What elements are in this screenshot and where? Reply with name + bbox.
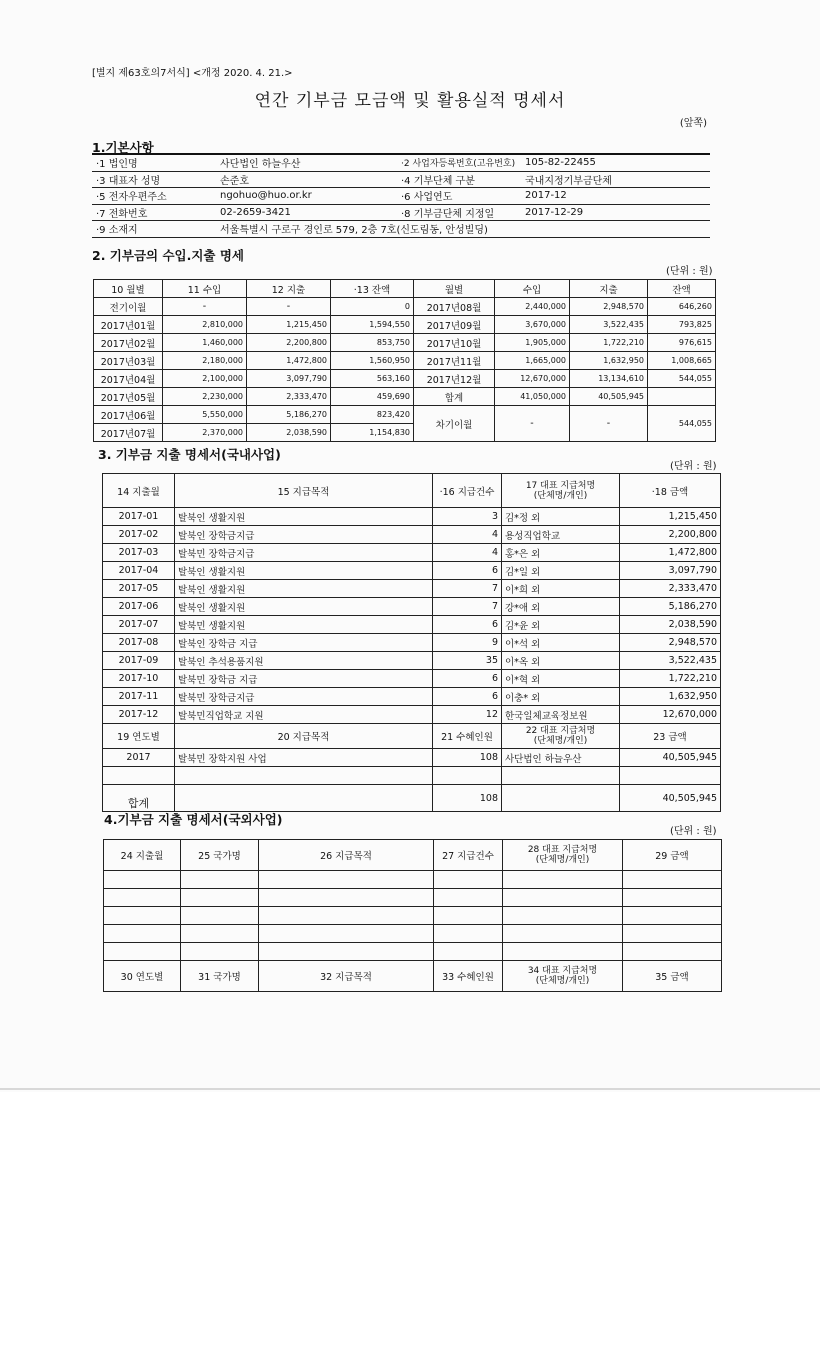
- expense-cell: 13,134,610: [570, 370, 648, 388]
- empty-cell: [623, 889, 722, 907]
- income-cell: 2,810,000: [163, 316, 247, 334]
- header-summary-recipient: [502, 724, 620, 749]
- count-cell: 6: [433, 670, 502, 688]
- month-cell: 2017년07월: [94, 424, 163, 442]
- expense-month-cell: 2017-10: [103, 670, 175, 688]
- balance-cell: 823,420: [331, 406, 414, 424]
- empty-cell: [104, 889, 181, 907]
- header-summary-purpose: 20 지급목적: [175, 724, 433, 749]
- header-count: ·16 지급건수: [433, 474, 502, 508]
- empty-cell: [434, 871, 503, 889]
- amount-cell: 1,722,210: [620, 670, 721, 688]
- recipient-cell: 홍*은 외: [502, 544, 620, 562]
- income-cell: 2,180,000: [163, 352, 247, 370]
- amount-cell: 3,097,790: [620, 562, 721, 580]
- header-os-country2: 31 국가명: [181, 961, 259, 992]
- expense-cell: 3,097,790: [247, 370, 331, 388]
- recipient-cell: 강*애 외: [502, 598, 620, 616]
- header-os-recipient-line1: 28 대표 지급처명: [527, 845, 598, 855]
- count-cell: 6: [433, 562, 502, 580]
- value-company-name: 사단법인 하늘우산: [217, 154, 397, 171]
- income-cell: 3,670,000: [495, 316, 570, 334]
- domestic-row: [103, 580, 721, 598]
- overseas-empty-row: [104, 889, 722, 907]
- empty-cell: [503, 907, 623, 925]
- expense-cell: 1,215,450: [247, 316, 331, 334]
- label-designation-date: ·8 기부금단체 지정일: [397, 204, 522, 221]
- balance-cell: 544,055: [648, 370, 716, 388]
- expense-cell: 2,038,590: [247, 424, 331, 442]
- basic-row: [92, 154, 710, 171]
- balance-cell: 459,690: [331, 388, 414, 406]
- purpose-cell: 탈북인 장학금지급: [175, 526, 433, 544]
- count-cell: 35: [433, 652, 502, 670]
- value-email: ngohuo@huo.or.kr: [217, 188, 397, 205]
- header-os-country: 25 국가명: [181, 840, 259, 871]
- empty-cell: [502, 785, 620, 812]
- total-beneficiaries-cell: 108: [433, 785, 502, 812]
- empty-cell: [103, 767, 175, 785]
- recipient-cell: 이*희 외: [502, 580, 620, 598]
- domestic-row: [103, 526, 721, 544]
- beneficiaries-cell: 108: [433, 749, 502, 767]
- balance-cell: 1,008,665: [648, 352, 716, 370]
- header-os-beneficiaries: 33 수혜인원: [434, 961, 503, 992]
- carry-balance-cell: 544,055: [648, 406, 716, 442]
- header-summary-recipient-line1: 22 대표 지급처명: [525, 726, 596, 736]
- month-cell: 2017년10월: [414, 334, 495, 352]
- empty-cell: [104, 907, 181, 925]
- income-row: [94, 298, 716, 316]
- count-cell: 7: [433, 580, 502, 598]
- empty-cell: [623, 907, 722, 925]
- overseas-unit: (단위 : 원): [670, 826, 717, 837]
- section-income-title: 2. 기부금의 수입.지출 명세: [92, 248, 245, 263]
- count-cell: 4: [433, 526, 502, 544]
- month-cell: 2017년06월: [94, 406, 163, 424]
- income-cell: 2,440,000: [495, 298, 570, 316]
- income-cell: 1,665,000: [495, 352, 570, 370]
- header-income-right: 수입: [495, 280, 570, 298]
- purpose-cell: 탈북민직업학교 지원: [175, 706, 433, 724]
- header-os-purpose2: 32 지급목적: [259, 961, 434, 992]
- value-org-type: 국내지정기부금단체: [522, 171, 710, 188]
- header-expense-right: 지출: [570, 280, 648, 298]
- total-amount-cell: 40,505,945: [620, 785, 721, 812]
- domestic-summary-header-row: [103, 724, 721, 749]
- expense-month-cell: 2017-03: [103, 544, 175, 562]
- balance-cell: 853,750: [331, 334, 414, 352]
- carry-label-cell: 차기이월: [414, 406, 495, 442]
- expense-cell: 40,505,945: [570, 388, 648, 406]
- expense-month-cell: 2017-08: [103, 634, 175, 652]
- income-row: [94, 370, 716, 388]
- domestic-row: [103, 706, 721, 724]
- empty-cell: [503, 889, 623, 907]
- purpose-cell: 탈북민 생활지원: [175, 616, 433, 634]
- balance-cell: [648, 388, 716, 406]
- income-row: [94, 388, 716, 406]
- value-address: 서울특별시 구로구 경인로 579, 2층 7호(신도림동, 안성빌딩): [217, 221, 710, 238]
- domestic-row: [103, 616, 721, 634]
- label-business-number: ·2 사업자등록번호(고유번호): [397, 154, 522, 171]
- empty-cell: [434, 943, 503, 961]
- expense-month-cell: 2017-11: [103, 688, 175, 706]
- amount-cell: 2,948,570: [620, 634, 721, 652]
- empty-cell: [175, 785, 433, 812]
- header-expense: 12 지출: [247, 280, 331, 298]
- header-balance-right: 잔액: [648, 280, 716, 298]
- income-row: [94, 316, 716, 334]
- basic-row: [92, 221, 710, 238]
- empty-cell: [503, 871, 623, 889]
- header-amount: ·18 금액: [620, 474, 721, 508]
- amount-cell: 2,200,800: [620, 526, 721, 544]
- label-address: ·9 소재지: [92, 221, 217, 238]
- header-os-month: 24 지출월: [104, 840, 181, 871]
- amount-cell: 2,038,590: [620, 616, 721, 634]
- amount-cell: 1,215,450: [620, 508, 721, 526]
- empty-cell: [433, 767, 502, 785]
- count-cell: 6: [433, 688, 502, 706]
- empty-cell: [623, 871, 722, 889]
- overseas-empty-row: [104, 943, 722, 961]
- label-company-name: ·1 법인명: [92, 154, 217, 171]
- recipient-cell: 김*일 외: [502, 562, 620, 580]
- purpose-cell: 탈북인 생활지원: [175, 598, 433, 616]
- domestic-row: [103, 652, 721, 670]
- expense-cell: 5,186,270: [247, 406, 331, 424]
- header-os-recipient-line2: (단체명/개인): [535, 855, 590, 865]
- domestic-expense-table: [102, 473, 721, 812]
- domestic-row: [103, 598, 721, 616]
- expense-month-cell: 2017-09: [103, 652, 175, 670]
- section-basic-title: 1.기본사항: [92, 140, 154, 155]
- balance-cell: 0: [331, 298, 414, 316]
- header-balance: ·13 잔액: [331, 280, 414, 298]
- expense-month-cell: 2017-12: [103, 706, 175, 724]
- recipient-cell: 이충* 외: [502, 688, 620, 706]
- expense-cell: 1,632,950: [570, 352, 648, 370]
- basic-row: [92, 171, 710, 188]
- overseas-header-row: [104, 840, 722, 871]
- basic-row: [92, 188, 710, 205]
- income-header-row: [94, 280, 716, 298]
- expense-month-cell: 2017-05: [103, 580, 175, 598]
- overseas-expense-table: [103, 839, 722, 992]
- domestic-summary-row: [103, 749, 721, 767]
- section-overseas-title: 4.기부금 지출 명세서(국외사업): [104, 812, 283, 827]
- empty-cell: [259, 907, 434, 925]
- recipient-cell: 김*윤 외: [502, 616, 620, 634]
- header-month: 10 월별: [94, 280, 163, 298]
- domestic-row: [103, 670, 721, 688]
- header-income: 11 수입: [163, 280, 247, 298]
- empty-cell: [502, 767, 620, 785]
- header-os-purpose: 26 지급목적: [259, 840, 434, 871]
- empty-cell: [181, 907, 259, 925]
- value-representative: 손준호: [217, 171, 397, 188]
- income-cell: -: [163, 298, 247, 316]
- expense-cell: 1,722,210: [570, 334, 648, 352]
- expense-month-cell: 2017-02: [103, 526, 175, 544]
- empty-cell: [623, 943, 722, 961]
- count-cell: 12: [433, 706, 502, 724]
- month-cell: 2017년04월: [94, 370, 163, 388]
- basic-info-table: [92, 153, 710, 238]
- amount-cell: 12,670,000: [620, 706, 721, 724]
- summary-amount-cell: 40,505,945: [620, 749, 721, 767]
- domestic-header-row: [103, 474, 721, 508]
- purpose-cell: 탈북인 생활지원: [175, 508, 433, 526]
- purpose-cell: 탈북인 생활지원: [175, 562, 433, 580]
- domestic-empty-row: [103, 767, 721, 785]
- header-expense-month: 14 지출월: [103, 474, 175, 508]
- expense-month-cell: 2017-07: [103, 616, 175, 634]
- recipient-cell: 이*옥 외: [502, 652, 620, 670]
- expense-cell: 2,333,470: [247, 388, 331, 406]
- count-cell: 7: [433, 598, 502, 616]
- income-cell: 2,100,000: [163, 370, 247, 388]
- amount-cell: 1,632,950: [620, 688, 721, 706]
- empty-cell: [503, 925, 623, 943]
- header-recipient: [502, 474, 620, 508]
- balance-cell: 793,825: [648, 316, 716, 334]
- value-business-number: 105-82-22455: [522, 154, 710, 171]
- balance-cell: 1,560,950: [331, 352, 414, 370]
- overseas-empty-row: [104, 925, 722, 943]
- balance-cell: 976,615: [648, 334, 716, 352]
- income-cell: 12,670,000: [495, 370, 570, 388]
- purpose-cell: 탈북인 장학금 지급: [175, 634, 433, 652]
- header-beneficiaries: 21 수혜인원: [433, 724, 502, 749]
- income-cell: 2,370,000: [163, 424, 247, 442]
- month-cell: 전기이월: [94, 298, 163, 316]
- total-label-cell: 합계: [103, 785, 175, 812]
- expense-month-cell: 2017-01: [103, 508, 175, 526]
- header-os-amount: 29 금액: [623, 840, 722, 871]
- recipient-cell: 이*혁 외: [502, 670, 620, 688]
- header-os-recipient: [503, 840, 623, 871]
- recipient-cell: 한국일체교육정보원: [502, 706, 620, 724]
- header-recipient-line1: 17 대표 지급처명: [525, 480, 596, 491]
- empty-cell: [434, 925, 503, 943]
- purpose-cell: 탈북민 장학금지급: [175, 688, 433, 706]
- header-month-right: 월별: [414, 280, 495, 298]
- income-cell: 1,460,000: [163, 334, 247, 352]
- document-title: 연간 기부금 모금액 및 활용실적 명세서: [254, 91, 566, 111]
- count-cell: 3: [433, 508, 502, 526]
- empty-cell: [181, 871, 259, 889]
- domestic-row: [103, 508, 721, 526]
- empty-cell: [620, 767, 721, 785]
- summary-recipient-cell: 사단법인 하늘우산: [502, 749, 620, 767]
- label-org-type: ·4 기부단체 구분: [397, 171, 522, 188]
- header-os-year: 30 연도별: [104, 961, 181, 992]
- carry-income-cell: -: [495, 406, 570, 442]
- empty-cell: [181, 925, 259, 943]
- expense-cell: 2,200,800: [247, 334, 331, 352]
- month-cell: 2017년12월: [414, 370, 495, 388]
- income-cell: 2,230,000: [163, 388, 247, 406]
- page-edge: [0, 1088, 820, 1090]
- label-email: ·5 전자우편주소: [92, 188, 217, 205]
- domestic-total-row: [103, 785, 721, 812]
- income-row: [94, 334, 716, 352]
- expense-month-cell: 2017-04: [103, 562, 175, 580]
- balance-cell: 646,260: [648, 298, 716, 316]
- summary-purpose-cell: 탈북민 장학지원 사업: [175, 749, 433, 767]
- count-cell: 6: [433, 616, 502, 634]
- overseas-empty-row: [104, 907, 722, 925]
- value-designation-date: 2017-12-29: [522, 204, 710, 221]
- purpose-cell: 탈북민 장학금지급: [175, 544, 433, 562]
- expense-cell: 3,522,435: [570, 316, 648, 334]
- expense-cell: -: [247, 298, 331, 316]
- header-os-recipient2-line2: (단체명/개인): [535, 976, 590, 986]
- year-cell: 2017: [103, 749, 175, 767]
- overseas-empty-row: [104, 871, 722, 889]
- domestic-row: [103, 634, 721, 652]
- empty-cell: [259, 871, 434, 889]
- label-phone: ·7 전화번호: [92, 204, 217, 221]
- balance-cell: 563,160: [331, 370, 414, 388]
- header-os-recipient2: [503, 961, 623, 992]
- empty-cell: [181, 889, 259, 907]
- header-recipient-line2: (단체명/개인): [533, 490, 588, 501]
- empty-cell: [259, 943, 434, 961]
- empty-cell: [175, 767, 433, 785]
- purpose-cell: 탈북인 추석용품지원: [175, 652, 433, 670]
- income-row: [94, 352, 716, 370]
- empty-cell: [181, 943, 259, 961]
- domestic-unit: (단위 : 원): [670, 461, 717, 472]
- expense-month-cell: 2017-06: [103, 598, 175, 616]
- amount-cell: 3,522,435: [620, 652, 721, 670]
- domestic-row: [103, 562, 721, 580]
- month-cell: 2017년02월: [94, 334, 163, 352]
- overseas-summary-header-row: [104, 961, 722, 992]
- value-business-year: 2017-12: [522, 188, 710, 205]
- empty-cell: [104, 871, 181, 889]
- month-cell: 2017년03월: [94, 352, 163, 370]
- income-cell: 41,050,000: [495, 388, 570, 406]
- recipient-cell: 김*정 외: [502, 508, 620, 526]
- month-cell: 2017년05월: [94, 388, 163, 406]
- recipient-cell: 용성직업학교: [502, 526, 620, 544]
- month-cell: 2017년08월: [414, 298, 495, 316]
- domestic-row: [103, 688, 721, 706]
- empty-cell: [104, 943, 181, 961]
- carry-expense-cell: -: [570, 406, 648, 442]
- domestic-row: [103, 544, 721, 562]
- empty-cell: [434, 889, 503, 907]
- header-os-amount2: 35 금액: [623, 961, 722, 992]
- header-purpose: 15 지급목적: [175, 474, 433, 508]
- month-cell: 2017년01월: [94, 316, 163, 334]
- section-domestic-title: 3. 기부금 지출 명세서(국내사업): [98, 447, 281, 462]
- balance-cell: 1,594,550: [331, 316, 414, 334]
- form-number: [별지 제63호의7서식] <개정 2020. 4. 21.>: [92, 68, 293, 79]
- empty-cell: [503, 943, 623, 961]
- count-cell: 4: [433, 544, 502, 562]
- month-cell: 합계: [414, 388, 495, 406]
- header-os-recipient2-line1: 34 대표 지급처명: [527, 966, 598, 976]
- purpose-cell: 탈북민 장학금 지급: [175, 670, 433, 688]
- header-summary-recipient-line2: (단체명/개인): [533, 736, 588, 746]
- count-cell: 9: [433, 634, 502, 652]
- empty-cell: [104, 925, 181, 943]
- expense-cell: 1,472,800: [247, 352, 331, 370]
- amount-cell: 2,333,470: [620, 580, 721, 598]
- header-os-count: 27 지급건수: [434, 840, 503, 871]
- month-cell: 2017년09월: [414, 316, 495, 334]
- empty-cell: [434, 907, 503, 925]
- empty-cell: [623, 925, 722, 943]
- amount-cell: 5,186,270: [620, 598, 721, 616]
- income-cell: 1,905,000: [495, 334, 570, 352]
- amount-cell: 1,472,800: [620, 544, 721, 562]
- income-cell: 5,550,000: [163, 406, 247, 424]
- header-year: 19 연도별: [103, 724, 175, 749]
- value-phone: 02-2659-3421: [217, 204, 397, 221]
- recipient-cell: 이*석 외: [502, 634, 620, 652]
- expense-cell: 2,948,570: [570, 298, 648, 316]
- income-expense-table: [93, 279, 716, 442]
- basic-row: [92, 204, 710, 221]
- income-row: [94, 406, 716, 424]
- empty-cell: [259, 889, 434, 907]
- income-unit: (단위 : 원): [666, 266, 713, 277]
- purpose-cell: 탈북인 생활지원: [175, 580, 433, 598]
- label-business-year: ·6 사업연도: [397, 188, 522, 205]
- label-representative: ·3 대표자 성명: [92, 171, 217, 188]
- header-summary-amount: 23 금액: [620, 724, 721, 749]
- empty-cell: [259, 925, 434, 943]
- balance-cell: 1,154,830: [331, 424, 414, 442]
- month-cell: 2017년11월: [414, 352, 495, 370]
- side-label: (앞쪽): [679, 118, 707, 129]
